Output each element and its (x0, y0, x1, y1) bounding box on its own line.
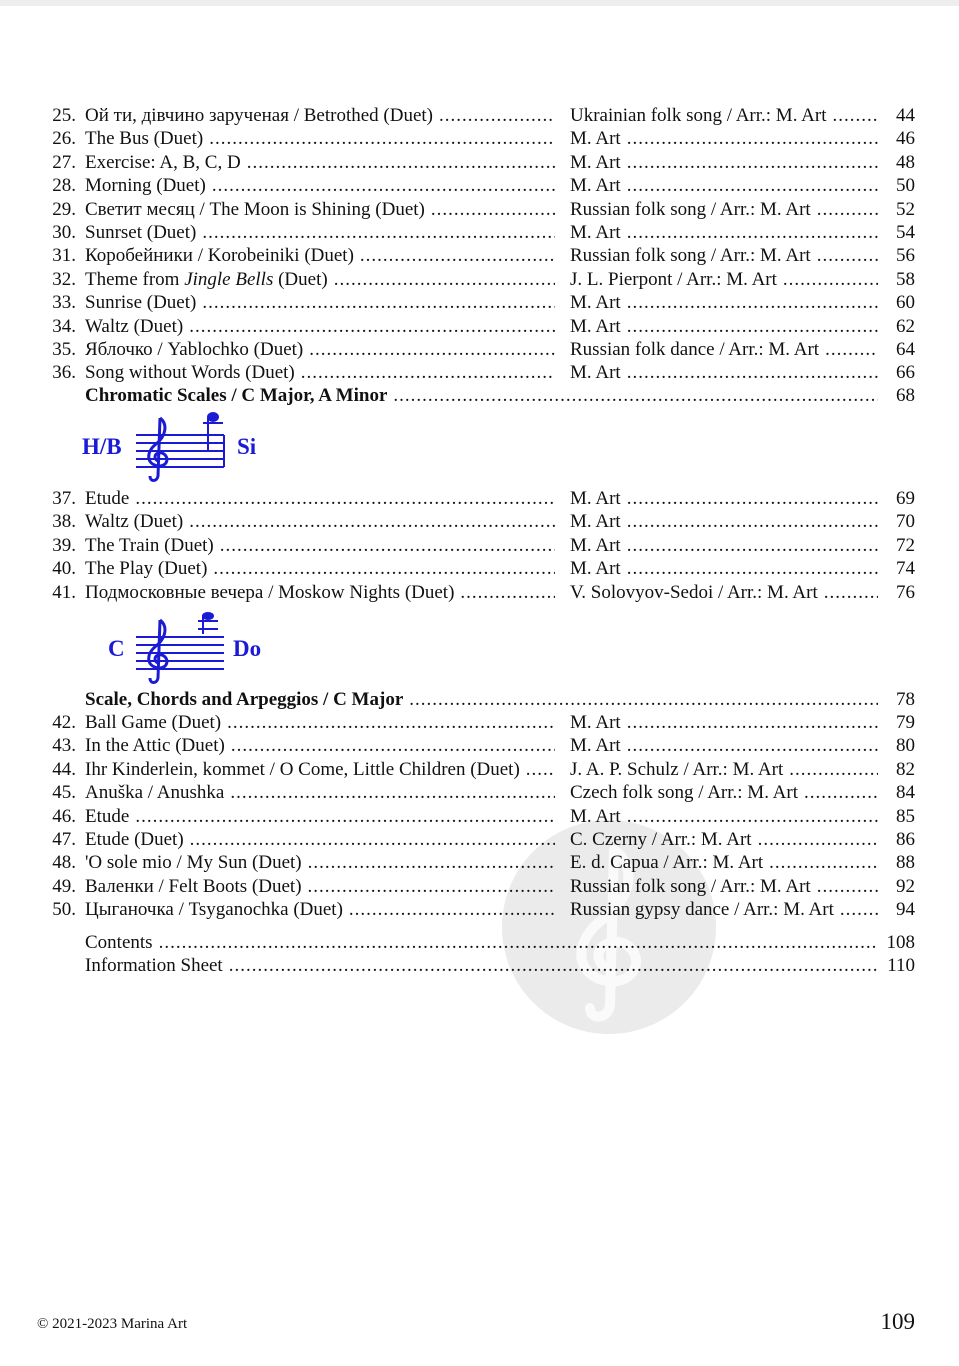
note-label-left: C (108, 636, 125, 661)
dot-leader (230, 781, 555, 804)
entry-number: 28. (52, 175, 76, 197)
toc-group-2 (0, 487, 959, 604)
dot-leader (627, 487, 878, 510)
entry-title[interactable]: The Play (Duet) (85, 558, 208, 580)
entry-title[interactable]: Ihr Kinderlein, kommet / O Come, Little Children (Duet) (85, 758, 520, 780)
entry-title-cell (85, 361, 555, 384)
entry-composer-cell (570, 338, 878, 361)
page-number: 84 (896, 782, 915, 804)
entry-title-cell (85, 931, 878, 954)
entry-number: 42. (52, 712, 76, 733)
entry-number: 47. (52, 828, 76, 850)
page-number: 108 (886, 932, 915, 953)
toc-extras (0, 931, 959, 978)
page-number: 70 (896, 511, 915, 533)
entry-number: 50. (52, 899, 76, 921)
entry-composer: V. Solovyov-Sedoi / Arr.: M. Art (570, 581, 818, 603)
page-number: 72 (896, 534, 915, 556)
entry-number: 40. (52, 558, 76, 580)
treble-staff-icon (136, 410, 236, 486)
toc-entry[interactable] (0, 104, 959, 127)
page-number: 79 (896, 712, 915, 733)
entry-composer-cell (570, 711, 878, 734)
toc-entry[interactable] (0, 781, 959, 804)
dot-leader (229, 954, 878, 977)
entry-composer-cell (570, 805, 878, 828)
entry-title-cell (85, 151, 555, 174)
dot-leader (309, 338, 555, 361)
entry-composer-cell (570, 851, 878, 874)
entry-title-cell (85, 244, 555, 267)
entry-title[interactable]: Song without Words (Duet) (85, 362, 295, 384)
toc-entry[interactable] (0, 174, 959, 197)
page-number: 76 (896, 581, 915, 603)
dot-leader (220, 534, 555, 557)
entry-title-cell (85, 758, 555, 781)
page-number: 66 (896, 362, 915, 384)
entry-title[interactable]: Anuška / Anushka (85, 782, 225, 804)
entry-composer: E. d. Capua / Arr.: M. Art (570, 852, 764, 874)
entry-composer: M. Art (570, 362, 621, 384)
entry-composer: M. Art (570, 221, 621, 243)
entry-title[interactable]: Подмосковные вечера / Moskow Nights (Duet) (85, 581, 455, 603)
entry-title-cell (85, 338, 555, 361)
entry-number: 26. (52, 128, 76, 150)
entry-title-cell (85, 805, 555, 828)
entry-composer: M. Art (570, 712, 621, 733)
toc-entry[interactable] (0, 315, 959, 338)
entry-number: 46. (52, 805, 76, 827)
dot-leader (190, 828, 555, 851)
entry-composer: Russian gypsy dance / Arr.: M. Art (570, 899, 834, 921)
page-number: 60 (896, 292, 915, 314)
entry-title[interactable]: 'O sole mio / My Sun (Duet) (85, 852, 302, 874)
dot-leader (526, 758, 555, 781)
entry-number: 36. (52, 362, 76, 384)
viewer-top-bar (0, 0, 959, 6)
entry-title-cell (85, 851, 555, 874)
dot-leader (202, 291, 555, 314)
entry-title[interactable]: Exercise: A, B, C, D (85, 151, 241, 173)
entry-number: 30. (52, 221, 76, 243)
entry-composer-cell (570, 221, 878, 244)
entry-title-cell (85, 487, 555, 510)
dot-leader (213, 557, 555, 580)
dot-leader (135, 805, 555, 828)
toc-entry[interactable] (0, 361, 959, 384)
page-number: 94 (896, 899, 915, 921)
entry-title-cell (85, 534, 555, 557)
dot-leader (627, 510, 878, 533)
dot-leader (627, 315, 878, 338)
entry-title-cell (85, 581, 555, 604)
dot-leader (247, 151, 555, 174)
dot-leader (627, 805, 878, 828)
entry-title-cell (85, 291, 555, 314)
dot-leader (817, 875, 878, 898)
entry-title-cell (85, 315, 555, 338)
page-number: 68 (896, 385, 915, 406)
entry-composer: C. Czerny / Arr.: M. Art (570, 828, 752, 850)
entry-composer-cell (570, 581, 878, 604)
toc-group-3 (0, 711, 959, 922)
entry-composer-cell (570, 174, 878, 197)
entry-title[interactable]: Waltz (Duet) (85, 511, 184, 533)
toc-entry[interactable] (0, 875, 959, 898)
dot-leader (825, 338, 878, 361)
entry-title-cell (85, 127, 555, 150)
dot-leader (627, 534, 878, 557)
entry-composer: M. Art (570, 735, 621, 757)
entry-title-cell (85, 510, 555, 533)
entry-title[interactable]: Contents (85, 932, 153, 953)
toc-entry[interactable] (0, 198, 959, 221)
entry-title[interactable]: Ball Game (Duet) (85, 712, 222, 733)
footer-page-number: 109 (880, 1309, 915, 1334)
page-number: 78 (896, 689, 915, 710)
entry-number: 34. (52, 315, 76, 337)
page-number: 88 (896, 852, 915, 874)
dot-leader (627, 151, 878, 174)
entry-composer-cell (570, 268, 878, 291)
page-number: 48 (896, 151, 915, 173)
entry-composer: Czech folk song / Arr.: M. Art (570, 782, 798, 804)
toc-entry[interactable] (0, 954, 959, 977)
dot-leader (231, 734, 555, 757)
entry-composer: J. A. P. Schulz / Arr.: M. Art (570, 758, 784, 780)
entry-composer: M. Art (570, 805, 621, 827)
toc-entry[interactable] (0, 805, 959, 828)
dot-leader (627, 291, 878, 314)
entry-composer: Russian folk song / Arr.: M. Art (570, 198, 811, 220)
page-number: 64 (896, 338, 915, 360)
dot-leader (817, 198, 878, 221)
dot-leader (360, 244, 555, 267)
dot-leader (840, 898, 878, 921)
toc-entry[interactable] (0, 268, 959, 291)
toc-entry[interactable] (0, 487, 959, 510)
entry-composer: M. Art (570, 488, 621, 509)
toc-group-1 (0, 104, 959, 385)
dot-leader (409, 688, 878, 711)
dot-leader (627, 174, 878, 197)
toc-heading-scale (0, 688, 959, 711)
page-number: 86 (896, 828, 915, 850)
entry-number: 49. (52, 875, 76, 897)
toc-heading-chromatic (0, 384, 959, 407)
entry-number: 38. (52, 511, 76, 533)
entry-composer: Russian folk song / Arr.: M. Art (570, 875, 811, 897)
entry-composer-cell (570, 244, 878, 267)
entry-title-cell (85, 898, 555, 921)
dot-leader (308, 875, 555, 898)
entry-composer: M. Art (570, 128, 621, 150)
entry-title[interactable]: The Bus (Duet) (85, 128, 204, 150)
entry-title[interactable]: In the Attic (Duet) (85, 735, 225, 757)
entry-title-cell (85, 711, 555, 734)
entry-composer-cell (570, 875, 878, 898)
entry-number: 33. (52, 292, 76, 314)
dot-leader (817, 244, 878, 267)
dot-leader (627, 711, 878, 734)
toc-entry[interactable] (0, 828, 959, 851)
toc-entry[interactable] (0, 291, 959, 314)
entry-composer: M. Art (570, 511, 621, 533)
entry-number: 48. (52, 852, 76, 874)
entry-composer-cell (570, 734, 878, 757)
entry-number: 39. (52, 534, 76, 556)
heading-title[interactable]: Chromatic Scales / C Major, A Minor (85, 385, 388, 406)
entry-composer-cell (570, 315, 878, 338)
dot-leader (783, 268, 878, 291)
page-number: 46 (896, 128, 915, 150)
toc-entry[interactable] (0, 244, 959, 267)
copyright-text: © 2021-2023 Marina Art (37, 1316, 188, 1332)
entry-title[interactable]: Ой ти, дівчино зарученая / Betrothed (Duet) (85, 105, 434, 126)
dot-leader (135, 487, 555, 510)
page-number: 110 (887, 955, 915, 977)
page-number: 69 (896, 488, 915, 509)
dot-leader (308, 851, 555, 874)
page-number: 82 (896, 758, 915, 780)
dot-leader (627, 127, 878, 150)
entry-title[interactable]: Theme from Jingle Bells (Duet) (85, 268, 328, 290)
note-label-right: Do (233, 636, 262, 661)
dot-leader (627, 557, 878, 580)
entry-number: 44. (52, 758, 76, 780)
toc-entry[interactable] (0, 758, 959, 781)
entry-number: 29. (52, 198, 76, 220)
entry-title[interactable]: Светит месяц / The Moon is Shining (Duet) (85, 198, 425, 220)
entry-composer-cell (570, 898, 878, 921)
dot-leader (769, 851, 878, 874)
page-number: 52 (896, 198, 915, 220)
entry-title[interactable]: Etude (Duet) (85, 828, 184, 850)
entry-title[interactable]: The Train (Duet) (85, 534, 214, 556)
entry-composer-cell (570, 151, 878, 174)
entry-composer: Ukrainian folk song / Arr.: M. Art (570, 105, 827, 126)
entry-composer-cell (570, 510, 878, 533)
dot-leader (189, 315, 555, 338)
dot-leader (349, 898, 555, 921)
entry-title-cell (85, 954, 878, 977)
entry-number: 32. (52, 268, 76, 290)
toc-entry[interactable] (0, 931, 959, 954)
entry-title[interactable]: Валенки / Felt Boots (Duet) (85, 875, 302, 897)
entry-composer-cell (570, 534, 878, 557)
dot-leader (789, 758, 878, 781)
dot-leader (804, 781, 878, 804)
entry-number: 27. (52, 151, 76, 173)
entry-composer-cell (570, 198, 878, 221)
toc-entry[interactable] (0, 711, 959, 734)
note-label-left: H/B (82, 434, 122, 459)
entry-title-cell (85, 198, 555, 221)
toc-entry[interactable] (0, 734, 959, 757)
entry-composer-cell (570, 104, 878, 127)
entry-title-cell (85, 734, 555, 757)
entry-title[interactable]: Morning (Duet) (85, 175, 206, 197)
dot-leader (627, 734, 878, 757)
page-number: 85 (896, 805, 915, 827)
entry-title[interactable]: Waltz (Duet) (85, 315, 184, 337)
entry-composer: M. Art (570, 534, 621, 556)
entry-title[interactable]: Information Sheet (85, 955, 223, 977)
page-number: 54 (896, 221, 915, 243)
entry-composer-cell (570, 127, 878, 150)
dot-leader (627, 221, 878, 244)
entry-title[interactable]: Etude (85, 488, 130, 509)
toc-entry[interactable] (0, 221, 959, 244)
entry-title-cell (85, 268, 555, 291)
entry-composer: M. Art (570, 558, 621, 580)
toc-entry[interactable] (0, 127, 959, 150)
dot-leader (758, 828, 878, 851)
page-number: 50 (896, 175, 915, 197)
dot-leader (212, 174, 555, 197)
dot-leader (439, 104, 555, 127)
page-number: 62 (896, 315, 915, 337)
dot-leader (824, 581, 878, 604)
entry-composer-cell (570, 557, 878, 580)
entry-composer: M. Art (570, 151, 621, 173)
entry-composer: Russian folk song / Arr.: M. Art (570, 245, 811, 267)
dot-leader (209, 127, 555, 150)
page-number: 74 (896, 558, 915, 580)
dot-leader (460, 581, 555, 604)
dot-leader (227, 711, 555, 734)
entry-title-cell (85, 781, 555, 804)
toc-entry[interactable] (0, 151, 959, 174)
entry-title[interactable]: Яблочко / Yablochko (Duet) (85, 338, 304, 360)
entry-number: 35. (52, 338, 76, 360)
entry-composer-cell (570, 291, 878, 314)
toc-entry[interactable] (0, 581, 959, 604)
entry-title[interactable]: Sunrise (Duet) (85, 292, 197, 314)
entry-composer-cell (570, 828, 878, 851)
page-number: 44 (896, 105, 915, 126)
entry-title-cell (85, 875, 555, 898)
entry-title-cell (85, 828, 555, 851)
entry-title[interactable]: Sunrset (Duet) (85, 221, 197, 243)
dot-leader (334, 268, 555, 291)
entry-composer-cell (570, 758, 878, 781)
heading-title[interactable]: Scale, Chords and Arpeggios / C Major (85, 689, 404, 710)
entry-number: 41. (52, 581, 76, 603)
page-number: 92 (896, 875, 915, 897)
dot-leader (431, 198, 555, 221)
entry-composer: M. Art (570, 292, 621, 314)
toc-entry[interactable] (0, 557, 959, 580)
treble-staff-icon (136, 612, 236, 688)
page-number: 56 (896, 245, 915, 267)
toc-entry[interactable] (0, 534, 959, 557)
dot-leader (832, 104, 878, 127)
entry-number: 43. (52, 735, 76, 757)
entry-title-cell (85, 221, 555, 244)
entry-composer-cell (570, 781, 878, 804)
entry-number: 45. (52, 782, 76, 804)
dot-leader (301, 361, 555, 384)
entry-number: 25. (52, 105, 76, 126)
entry-title[interactable]: Etude (85, 805, 130, 827)
entry-number: 37. (52, 488, 76, 509)
dot-leader (189, 510, 555, 533)
entry-composer: M. Art (570, 315, 621, 337)
toc-entry[interactable] (0, 338, 959, 361)
toc-entry[interactable] (0, 851, 959, 874)
entry-composer: M. Art (570, 175, 621, 197)
toc-entry[interactable] (0, 898, 959, 921)
page-number: 80 (896, 735, 915, 757)
entry-title-cell (85, 104, 555, 127)
entry-composer-cell (570, 361, 878, 384)
dot-leader (393, 384, 878, 407)
dot-leader (159, 931, 878, 954)
dot-leader (627, 361, 878, 384)
entry-composer-cell (570, 487, 878, 510)
entry-composer: J. L. Pierpont / Arr.: M. Art (570, 268, 777, 290)
toc-entry[interactable] (0, 510, 959, 533)
page-number: 58 (896, 268, 915, 290)
dot-leader (202, 221, 555, 244)
entry-title[interactable]: Цыганочка / Tsyganochka (Duet) (85, 899, 343, 921)
entry-number: 31. (52, 245, 76, 267)
entry-title-cell (85, 174, 555, 197)
note-label-right: Si (237, 434, 257, 459)
entry-title-cell (85, 557, 555, 580)
entry-composer: Russian folk dance / Arr.: M. Art (570, 338, 820, 360)
entry-title[interactable]: Коробейники / Korobeiniki (Duet) (85, 245, 354, 267)
